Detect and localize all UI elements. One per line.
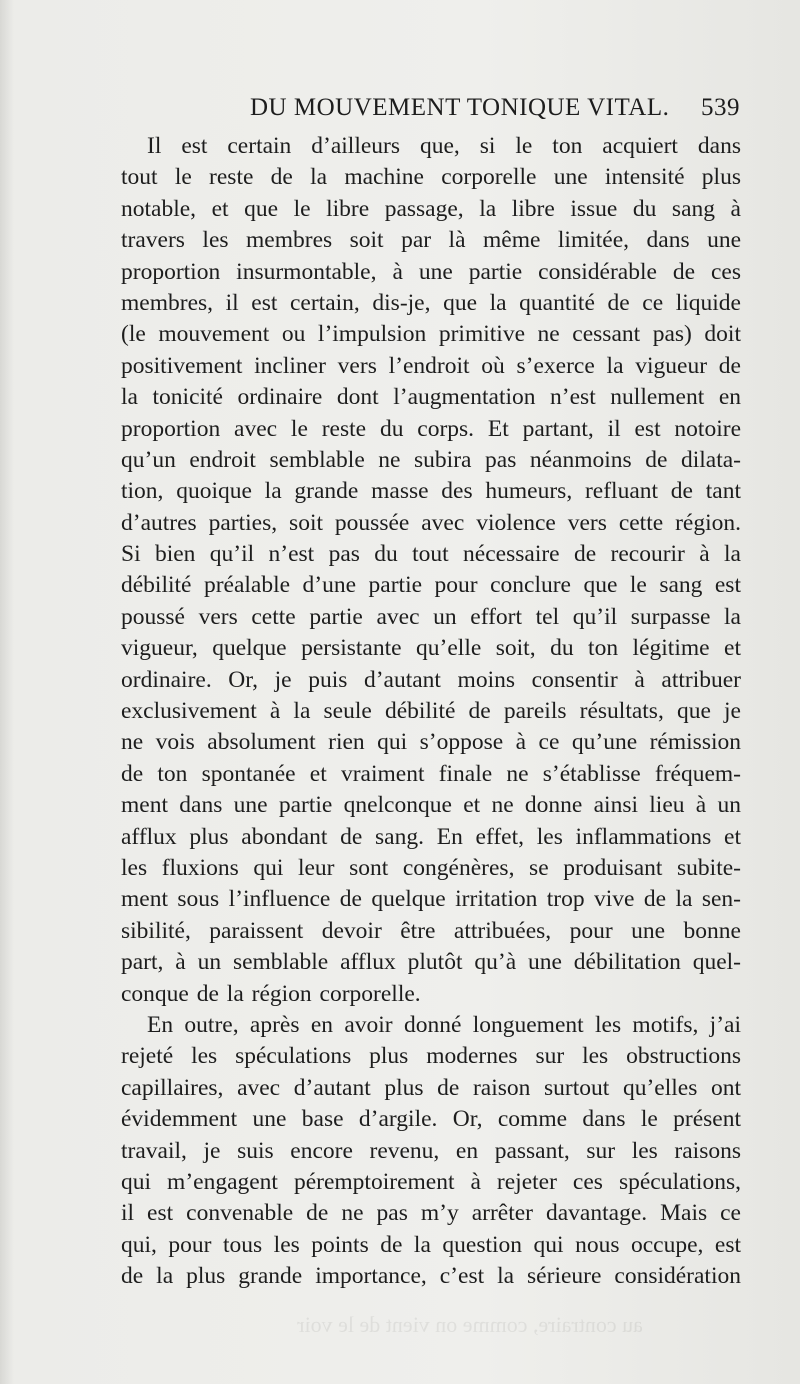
- text-line: les fluxions qui leur sont congénères, se produisant subite-: [121, 854, 741, 881]
- body-text: [121, 131, 741, 1292]
- text-line: travers les membres soit par là même limitée, dans une: [121, 227, 741, 254]
- text-line: proportion avec le reste du corps. Et partant, il est notoire: [121, 415, 741, 442]
- text-line: notable, et que le libre passage, la libre issue du sang à: [121, 195, 741, 222]
- text-line: proportion insurmontable, à une partie considérable de ces: [121, 258, 741, 285]
- text-line: positivement incliner vers l’endroit où s’exerce la vigueur de: [121, 352, 741, 379]
- text-line: rejeté les spéculations plus modernes sur les obstructions: [121, 1043, 741, 1070]
- text-line: la tonicité ordinaire dont l’augmentation n’est nullement en: [121, 384, 741, 411]
- text-line: Il est certain d’ailleurs que, si le ton acquiert dans: [147, 133, 741, 159]
- text-line: qu’un endroit semblable ne subira pas néanmoins de dilata-: [121, 446, 741, 473]
- text-line: capillaires, avec d’autant plus de raison surtout qu’elles ont: [121, 1074, 741, 1101]
- text-line: tout le reste de la machine corporelle une intensité plus: [121, 164, 741, 191]
- text-line: afflux plus abondant de sang. En effet, les inflammations et: [121, 823, 741, 850]
- text-line: membres, il est certain, dis-je, que la quantité de ce liquide: [121, 289, 741, 316]
- running-title: DU MOUVEMENT TONIQUE VITAL.: [250, 94, 670, 121]
- text-line: ment sous l’influence de quelque irritation trop vive de la sen-: [121, 886, 741, 913]
- text-line: de ton spontanée et vraiment finale ne s’établisse fréquem-: [121, 760, 741, 787]
- bleed-through-text: au contraire, comme on vient de le voir: [297, 1312, 643, 1337]
- text-line: de la plus grande importance, c’est la sérieure considération: [121, 1263, 741, 1290]
- text-line: conque de la région corporelle.: [121, 980, 421, 1007]
- text-line: exclusivement à la seule débilité de pareils résultats, que je: [121, 698, 741, 725]
- text-line: débilité préalable d’une partie pour conclure que le sang est: [121, 572, 741, 599]
- text-line: ment dans une partie qnelconque et ne donne ainsi lieu à un: [121, 792, 741, 819]
- page-number: 539: [701, 94, 740, 121]
- text-line: ne vois absolument rien qui s’oppose à ce qu’une rémission: [121, 729, 741, 756]
- text-line: travail, je suis encore revenu, en passant, sur les raisons: [121, 1137, 741, 1164]
- text-line: Si bien qu’il n’est pas du tout nécessaire de recourir à la: [121, 541, 741, 568]
- text-line: ordinaire. Or, je puis d’autant moins consentir à attribuer: [121, 666, 741, 693]
- text-line: il est convenable de ne pas m’y arrêter davantage. Mais ce: [121, 1200, 741, 1227]
- text-line: sibilité, paraissent devoir être attribuées, pour une bonne: [121, 917, 741, 944]
- text-line: En outre, après en avoir donné longuement les motifs, j’ai: [147, 1011, 741, 1038]
- text-line: tion, quoique la grande masse des humeurs, refluant de tant: [121, 478, 741, 505]
- text-line: d’autres parties, soit poussée avec violence vers cette région.: [121, 509, 741, 536]
- text-line: qui, pour tous les points de la question qui nous occupe, est: [121, 1231, 741, 1258]
- text-line: (le mouvement ou l’impulsion primitive ne cessant pas) doit: [121, 321, 741, 348]
- text-line: vigueur, quelque persistante qu’elle soit, du ton légitime et: [121, 635, 741, 662]
- text-line: poussé vers cette partie avec un effort tel qu’il surpasse la: [121, 603, 741, 630]
- page-header: [120, 94, 740, 124]
- text-line: qui m’engagent péremptoirement à rejeter ces spéculations,: [121, 1168, 741, 1195]
- text-line: part, à un semblable afflux plutôt qu’à une débilitation quel-: [121, 949, 741, 976]
- text-line: évidemment une base d’argile. Or, comme dans le présent: [121, 1106, 741, 1133]
